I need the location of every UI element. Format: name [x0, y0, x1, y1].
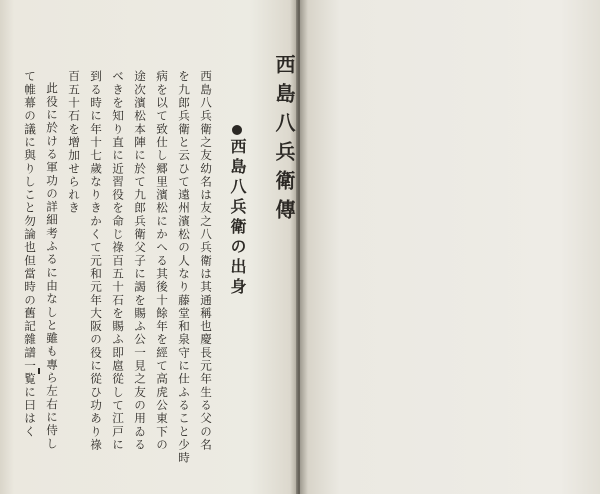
section-heading [226, 125, 249, 298]
left-page [0, 0, 298, 494]
text-column: 百五十石を增加せられき [67, 70, 81, 215]
section-heading-text: 西島八兵衛の出身 [228, 138, 247, 298]
text-column: を九郎兵衛と云ひて遠州濱松の人なり藤堂和泉守に仕ふること少時 [177, 70, 191, 465]
page-mark [38, 368, 40, 374]
text-column: 病を以て致仕し郷里濱松にかへる其後十餘年を經て高虎公東下の [155, 70, 169, 452]
text-column: 西島八兵衛之友幼名は友之八兵衛は其通稱也慶長元年生る父の名 [199, 70, 213, 452]
text-column: 到る時に年十七歲なりきかくて元和元年大阪の役に從ひ功あり祿 [89, 70, 103, 452]
text-column: 途次濱松本陣に於て九郎兵衛父子に謁を賜ふ公一見之友の用ゐる [133, 70, 147, 452]
text-column: べきを知り直に近習役を命じ祿百五十石を賜ふ即扈從して江戸に [111, 70, 125, 452]
chapter-title: 西島八兵衛傳 [272, 54, 296, 228]
text-column: 此役に於ける軍功の詳細考ふるに由なしと雖も專ら左右に侍し [45, 82, 59, 451]
right-page-blank [300, 0, 600, 494]
text-column: て帷幕の議に與りしこと勿論也但當時の舊記雜譜一覧に曰はく [23, 70, 37, 439]
bullet-icon [232, 125, 242, 135]
